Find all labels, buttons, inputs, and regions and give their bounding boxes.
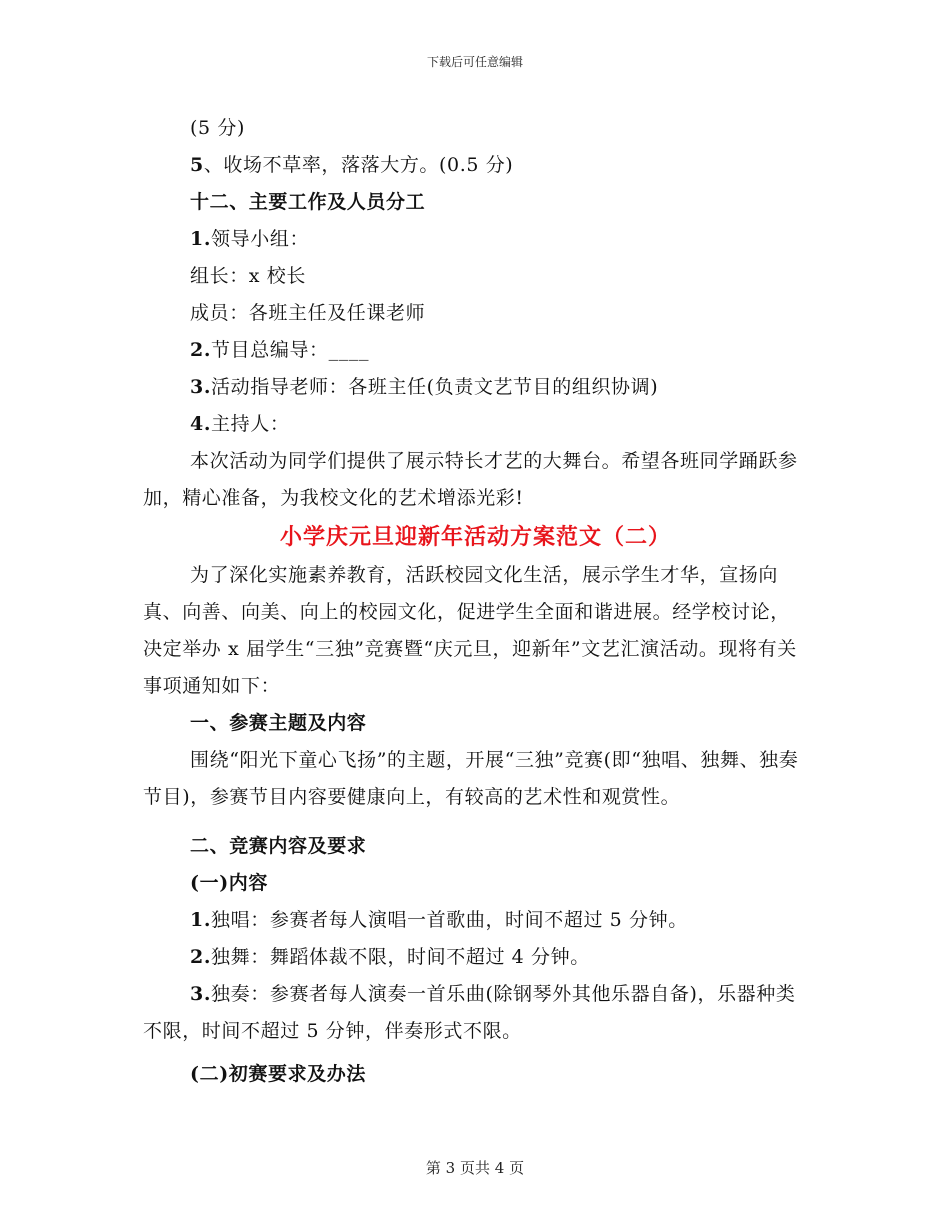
item-text: 独唱：参赛者每人演唱一首歌曲，时间不超过 5 分钟。 xyxy=(211,909,688,931)
page-header: 下载后可任意编辑 xyxy=(426,55,523,69)
theme-paragraph: 围绕“阳光下童心飞扬”的主题，开展“三独”竞赛(即“独唱、独舞、独奏节目)，参赛节目内容要健康向上，有较高的艺术性和观赏性。 xyxy=(143,749,799,808)
item-number: 3. xyxy=(190,983,212,1005)
members-line: 成员：各班主任及任课老师 xyxy=(190,302,426,324)
document-body xyxy=(143,110,808,1093)
item-text: 独奏：参赛者每人演奏一首乐曲(除钢琴外其他乐器自备)，乐器种类不限，时间不超过 5 分钟，伴奏形式不限。 xyxy=(143,983,796,1042)
item-solo-singing xyxy=(143,902,808,939)
item-number: 3. xyxy=(190,376,212,398)
item-number: 1. xyxy=(190,909,212,931)
item-text: 主持人： xyxy=(211,413,290,435)
item-host xyxy=(143,406,808,443)
intro-paragraph: 为了深化实施素养教育，活跃校园文化生活，展示学生才华，宣扬向真、向善、向美、向上的校园文化，促进学生全面和谐进展。经学校讨论，决定举办 x 届学生“三独”竞赛暨“庆元旦，迎新年”文艺汇演活动。现将有关事项通知如下： xyxy=(143,564,797,697)
item-text: 节目总编导：____ xyxy=(211,339,370,361)
score-line: (5 分) xyxy=(190,117,245,139)
item-leadership xyxy=(143,221,808,258)
page-footer: 第 3 页共 4 页 xyxy=(425,1159,525,1177)
item-text: 独舞：舞蹈体裁不限，时间不超过 4 分钟。 xyxy=(211,946,590,968)
item-number: 2. xyxy=(190,339,212,361)
item-text: 活动指导老师：各班主任(负责文艺节目的组织协调) xyxy=(211,376,659,398)
heading-content: (一)内容 xyxy=(190,872,268,894)
item-number: 4. xyxy=(190,413,212,435)
item-text: 、收场不草率，落落大方。(0.5 分) xyxy=(203,154,514,176)
item-number: 5 xyxy=(190,154,204,176)
section-heading-12: 十二、主要工作及人员分工 xyxy=(190,191,426,213)
item-text: 领导小组： xyxy=(211,228,310,250)
section-title: 小学庆元旦迎新年活动方案范文（二） xyxy=(279,524,671,550)
heading-theme: 一、参赛主题及内容 xyxy=(190,712,367,734)
item-number: 1. xyxy=(190,228,212,250)
item-5 xyxy=(143,147,808,184)
group-leader-line: 组长：x 校长 xyxy=(190,265,306,287)
heading-requirements: 二、竞赛内容及要求 xyxy=(190,835,367,857)
closing-paragraph: 本次活动为同学们提供了展示特长才艺的大舞台。希望各班同学踊跃参加，精心准备，为我校文化的艺术增添光彩! xyxy=(143,450,798,509)
item-solo-instrument xyxy=(143,976,808,1050)
item-instructor xyxy=(143,369,808,406)
heading-preliminary: (二)初赛要求及办法 xyxy=(190,1063,366,1085)
item-director xyxy=(143,332,808,369)
item-number: 2. xyxy=(190,946,212,968)
item-solo-dance xyxy=(143,939,808,976)
